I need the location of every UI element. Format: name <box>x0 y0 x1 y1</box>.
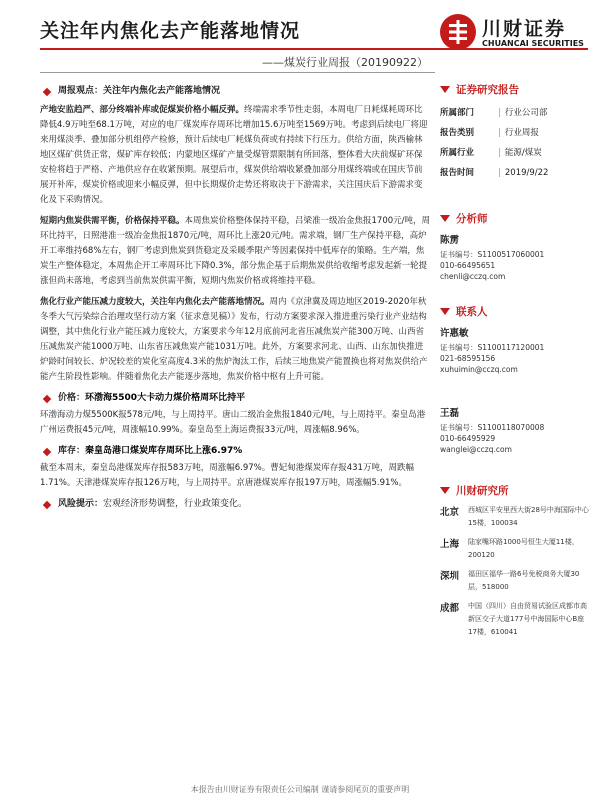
office-address <box>440 536 590 562</box>
office-addr: 陆家嘴环路1000号恒生大厦11楼，200120 <box>468 538 579 559</box>
contact-card <box>440 405 590 455</box>
section-heading: 周报观点：关注年内焦化去产能落地情况 <box>40 84 430 99</box>
main-content <box>40 82 430 514</box>
office-addr: 福田区福华一路6号免税商务大厦30层，518000 <box>468 570 580 591</box>
analyst-email[interactable]: chenli@cczq.com <box>440 272 506 281</box>
contact-license: 证书编号：S1100118070008 <box>440 423 545 432</box>
report-info-heading: 证券研究报告 <box>440 82 590 97</box>
analyst-phone: 010-66495651 <box>440 261 496 270</box>
paragraph-lead: 短期内焦炭供需平衡，价格保持平稳。 <box>40 216 185 226</box>
paragraph-body: 周内《京津冀及周边地区2019-2020年秋冬季大气污染综合治理攻坚行动方案（征求意见稿）》发布，行动方案要求深入推进重污染行业产业结构调整，其中焦化行业产能压减力度较大，方案要求今年12月底前河北省压减焦炭产能300万吨、山西省压减焦炭产能1000万吨、山东省压减焦炭产能1031万吨。此外，方案要求河北、山西、山东加快推进炉龄时间较长、炉况较差的炭化室高度4.3米的焦炉淘汰工作，后续三地焦炭产能置换也将对焦炭供给产能产生阶段性影响。伴随着焦化去产能逐步落地，焦炭价格中枢有上升可能。 <box>40 297 428 382</box>
contact-phone: 021-68595156 <box>440 354 496 363</box>
contact-card <box>440 325 590 375</box>
office-city: 北京 <box>440 507 460 518</box>
price-text: 环渤海动力煤5500K报578元/吨，与上周持平。唐山二级冶金焦报1840元/吨，与上周持平。秦皇岛港广州运费报45元/吨，周涨幅10.99%。秦皇岛至上海运费报33元/吨，周涨幅8.96%。 <box>40 410 426 435</box>
paragraph-coal <box>40 103 430 208</box>
analyst-license: 证书编号：S1100517060001 <box>440 250 545 259</box>
logo-name: 川财证券 <box>482 18 567 40</box>
paragraph-policy <box>40 295 430 385</box>
diamond-bullet-icon <box>43 87 51 95</box>
analyst-name: 陈雳 <box>440 235 460 246</box>
office-addr: 中国（四川）自由贸易试验区成都市高新区交子大道177号中海国际中心B座17楼，610041 <box>468 602 587 636</box>
office-address <box>440 504 590 530</box>
contact-email[interactable]: wanglei@cczq.com <box>440 445 512 454</box>
analyst-heading: 分析师 <box>440 211 590 226</box>
diamond-bullet-icon <box>43 500 51 508</box>
office-addr: 西城区平安里西大街28号中海国际中心15楼，100034 <box>468 506 589 527</box>
contact-name: 许惠敏 <box>440 328 469 339</box>
office-city: 深圳 <box>440 571 460 582</box>
institute-heading: 川财研究所 <box>440 483 590 498</box>
diamond-bullet-icon <box>43 447 51 455</box>
report-info-row: 所属行业 | 能源/煤炭 <box>440 148 542 158</box>
triangle-marker-icon <box>440 215 450 222</box>
risk-note: 风险提示： 宏观经济形势调整，行业政策变化。 <box>40 497 430 512</box>
contact-email[interactable]: xuhuimin@cczq.com <box>440 365 518 374</box>
analyst-card <box>440 232 590 282</box>
triangle-marker-icon <box>440 487 450 494</box>
paragraph-coke <box>40 214 430 289</box>
paragraph-body: 本周焦炭价格整体保持平稳，吕梁准一级冶金焦报1700元/吨，周环比持平，日照港准一级冶金焦报1870元/吨，周环比上涨20元/吨。需求端，钢厂生产保持平稳，高炉开工率维持68%左右，钢厂考虑到焦炭到货稳定及采暖季限产等因素保持中低库存的策略。生产端，焦炭生产整体稳定，本周焦企开工率周环比下降0.3%，部分焦企基于后期焦炭供给收缩考虑发起新一轮提涨但尚未落地，考虑到当前焦炭供需平衡，短期内焦炭价格或将维持平稳。 <box>40 216 431 286</box>
paragraph-lead: 焦化行业产能压减力度较大，关注年内焦化去产能落地情况。 <box>40 297 270 307</box>
diamond-bullet-icon <box>43 394 51 402</box>
price-heading: 价格： 环渤海5500大卡动力煤价格周环比持平 <box>40 391 430 406</box>
inventory-heading: 库存： 秦皇岛港口煤炭库存周环比上涨6.97% <box>40 444 430 459</box>
inventory-text: 截至本周末，秦皇岛港煤炭库存报583万吨，周涨幅6.97%。曹妃甸港煤炭库存报431万吨，周跌幅1.71%。天津港煤炭库存报126万吨，与上周持平。京唐港煤炭库存报197万吨，周涨幅5.91%。 <box>40 463 414 488</box>
report-info-row: 报告时间 | 2019/9/22 <box>440 168 549 178</box>
paragraph-body: 终端需求季节性走弱，本周电厂日耗煤耗周环比降低4.9万吨至68.1万吨，对应的电厂煤炭库存周环比增加15.6万吨至1569万吨。考虑到后续电厂将迎来用煤淡季、叠加部分机组停产检修，预计后续电厂耗煤负荷或有持续下行压力。供给方面，陕西榆林地区煤矿供货正常，煤矿库存较低；内蒙地区煤矿产量受煤管票限制有所回落，整体看大庆前煤矿环保安检将趋于严格、产地供应存在收紧预期。展望后市，煤炭供给端收紧叠加部分用煤终端或在国庆节前展开补库，煤炭价格或迎来小幅反弹，但中长期煤价走势还将取决于下游需求，关注国庆后下游需求变化及下采购情况。 <box>40 105 428 205</box>
office-address <box>440 600 590 639</box>
office-address <box>440 568 590 594</box>
header-divider <box>40 48 588 50</box>
triangle-marker-icon <box>440 308 450 315</box>
report-info-row: 所属部门 | 行业公司部 <box>440 108 548 118</box>
office-city: 上海 <box>440 539 460 550</box>
report-info-row: 报告类别 | 行业周报 <box>440 128 539 138</box>
report-subtitle: ——煤炭行业周报（20190922） <box>262 56 428 69</box>
contact-license: 证书编号：S1100117120001 <box>440 343 545 352</box>
triangle-marker-icon <box>440 86 450 93</box>
page-footer: 本报告由川财证券有限责任公司编制 谨请参阅尾页的重要声明 <box>190 785 410 794</box>
office-city: 成都 <box>440 603 460 614</box>
report-title: 关注年内焦化去产能落地情况 <box>40 20 301 42</box>
contact-phone: 010-66495929 <box>440 434 496 443</box>
contact-heading: 联系人 <box>440 304 590 319</box>
logo-english-name: CHUANCAI SECURITIES <box>482 39 584 48</box>
sidebar <box>440 82 590 639</box>
paragraph-lead: 产地安监趋严、部分终端补库或促煤炭价格小幅反弹。 <box>40 105 245 115</box>
subtitle-divider <box>40 72 435 73</box>
logo-emblem-icon <box>440 14 476 50</box>
contact-name: 王磊 <box>440 408 460 419</box>
